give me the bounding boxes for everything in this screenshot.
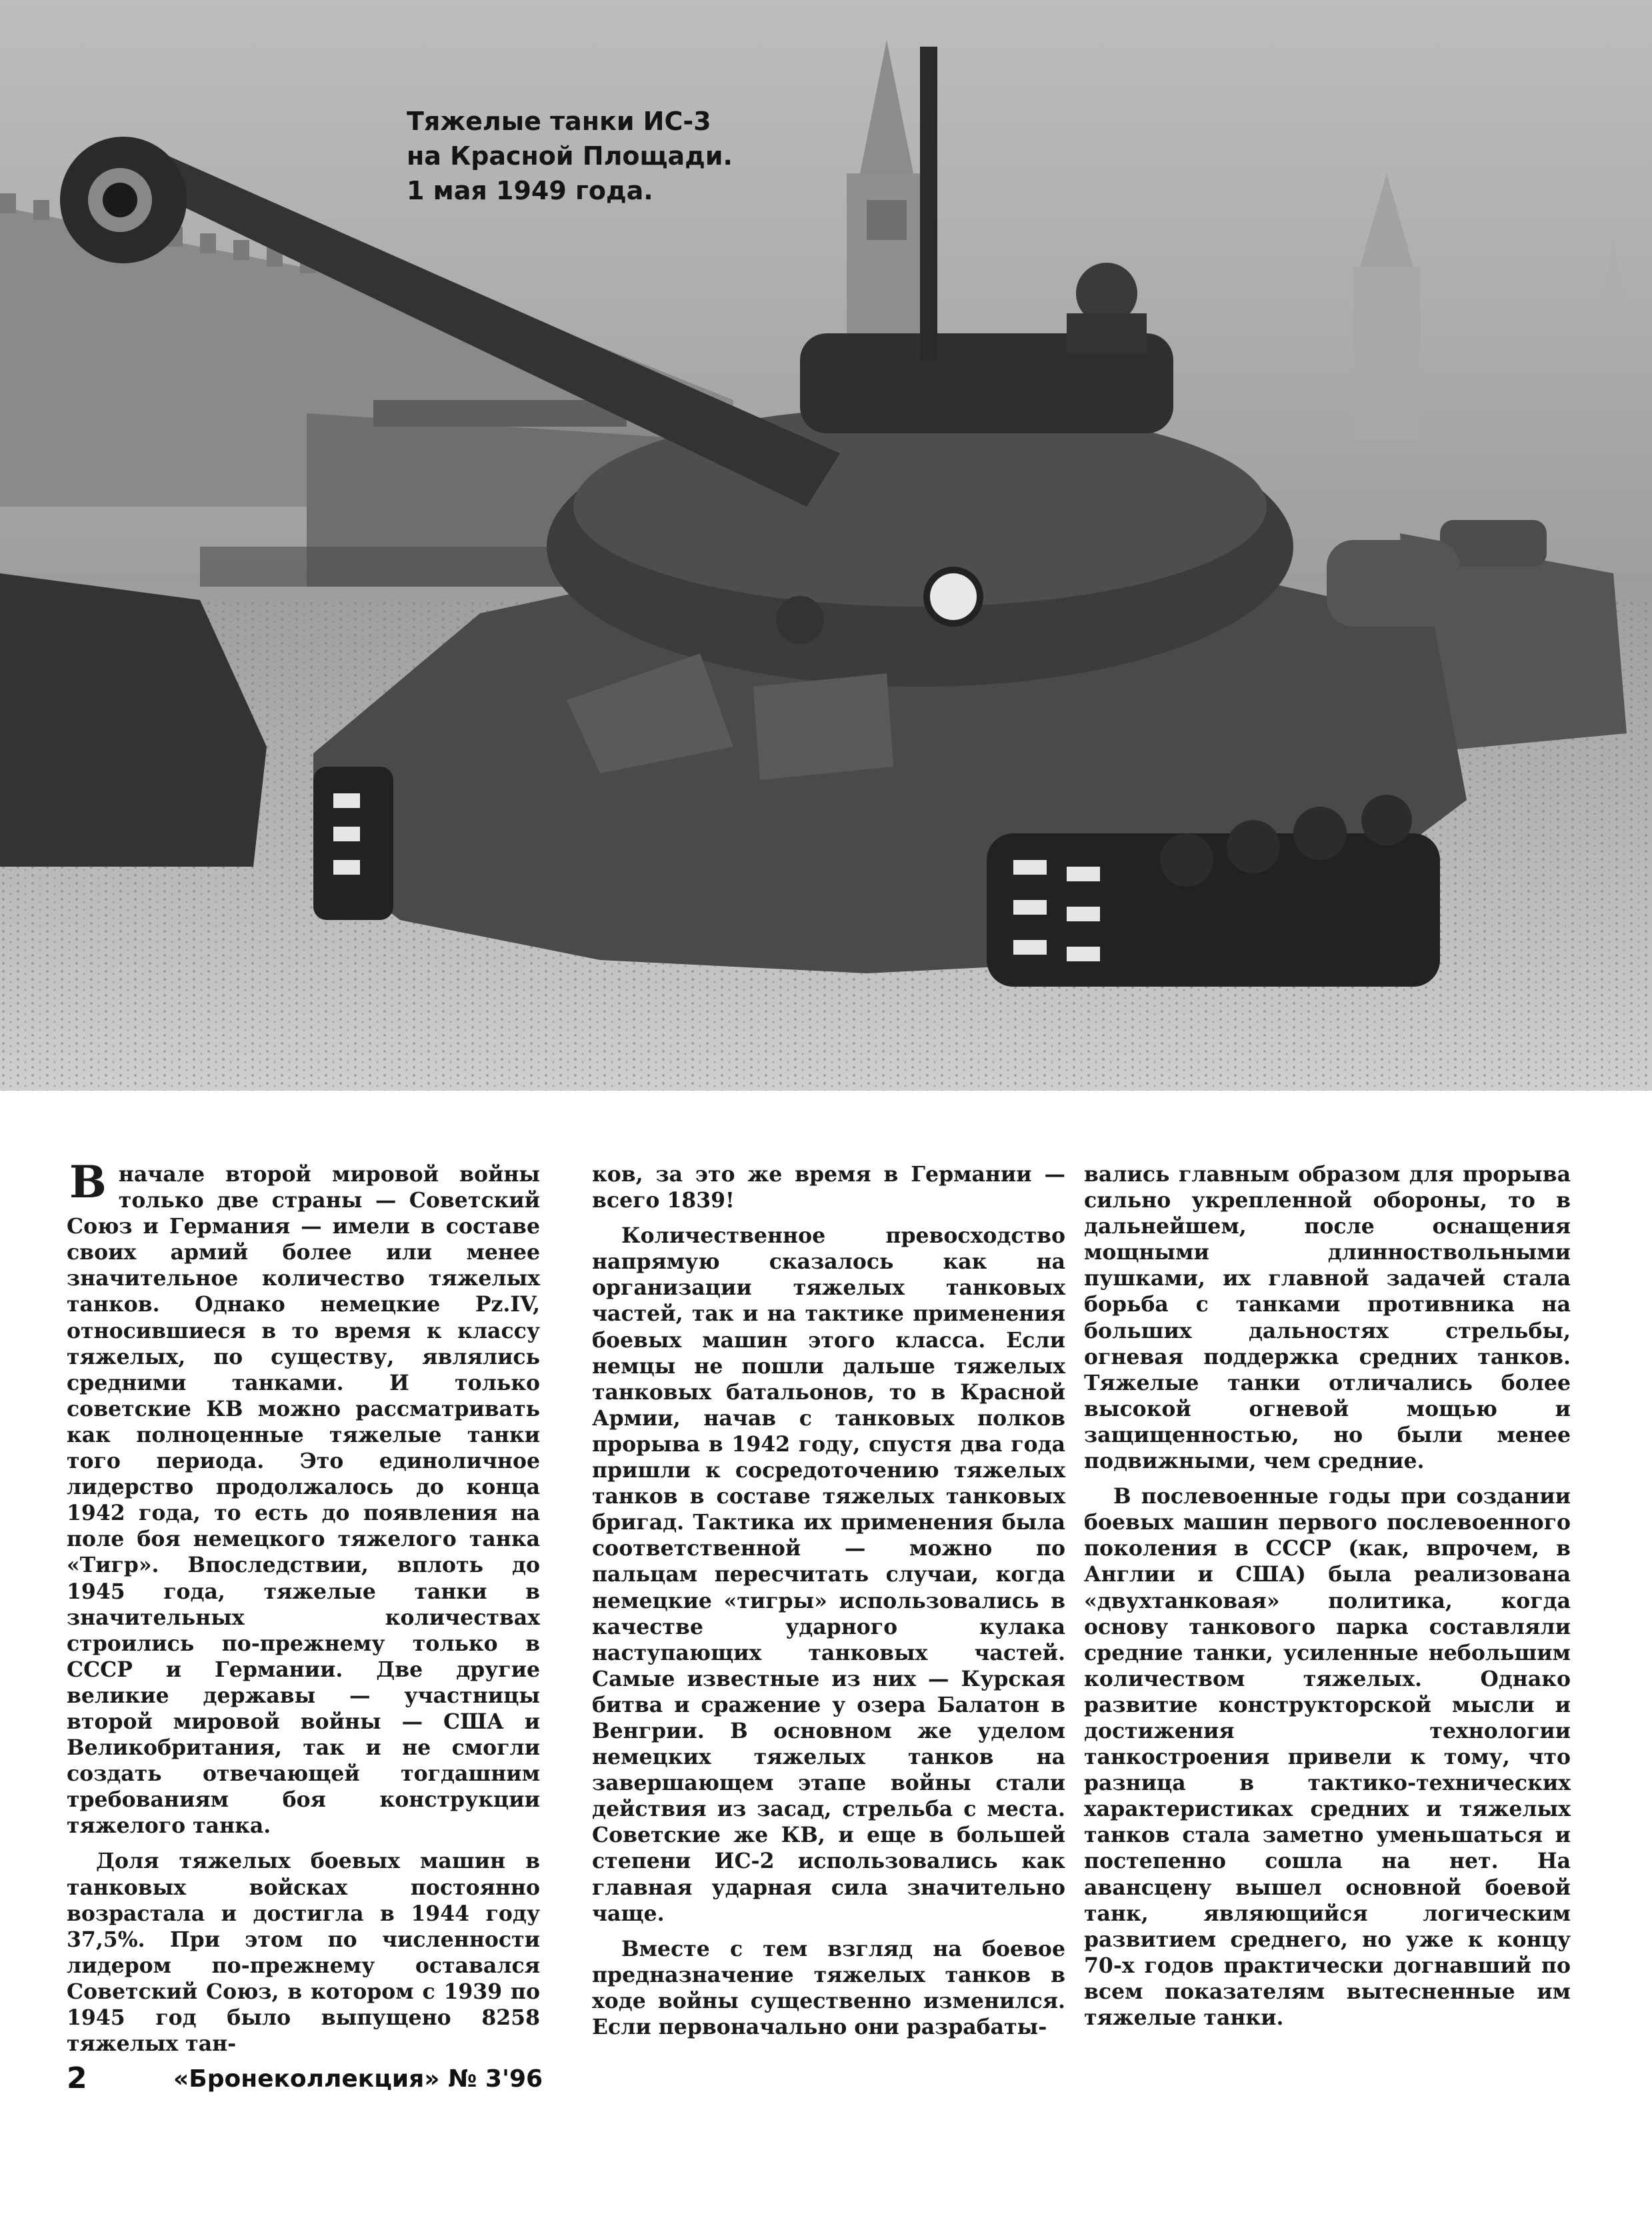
- magazine-title: «Бронеколлекция» № 3'96: [173, 2065, 543, 2093]
- tank-parade-photo: [0, 0, 1652, 1091]
- paragraph: Вместе с тем взгляд на боевое предназначение тяжелых танков в ходе войны существенно изменился. Если первоначально они разрабаты-: [592, 1936, 1065, 2039]
- page-number: 2: [67, 2061, 87, 2095]
- article-column-3: [1084, 1161, 1571, 2031]
- photo-caption: [407, 104, 820, 208]
- article-column-2: [592, 1161, 1065, 2040]
- caption-line-1: Тяжелые танки ИС-3: [407, 107, 711, 136]
- paragraph: [67, 1156, 540, 1839]
- caption-line-3: 1 мая 1949 года.: [407, 176, 653, 205]
- paragraph-text: начале второй мировой войны только две страны — Советский Союз и Германия — имели в составе своих армий более или менее значительное количество тяжелых танков. Однако немецкие Pz.IV, относившиеся в то время к классу тяжелых, по существу, являлись средними танками. И только советские КВ можно рассматривать как полноценные тяжелые танки того периода. Это единоличное лидерство продолжалось до конца 1942 года, то есть до появления на поле боя немецкого тяжелого танка «Тигр». Впоследствии, вплоть до 1945 года, тяжелые танки в значительных количествах строились по-прежнему только в СССР и Германии. Две другие великие державы — участницы второй мировой войны — США и Великобритания, так и не смогли создать отвечающей тогдашним требованиям боя конструкции тяжелого танка.: [67, 1162, 540, 1839]
- paragraph: ков, за это же время в Германии — всего 1839!: [592, 1162, 1065, 1213]
- paragraph: В послевоенные годы при создании боевых машин первого послевоенного поколения в СССР (как, впрочем, в Англии и США) была реализована «двухтанковая» политика, когда основу танкового парка составляли средние танки, усиленные небольшим количеством тяжелых. Однако развитие конструкторской мысли и достижения технологии танкостроения привели к тому, что разница в тактико-технических характеристиках средних и тяжелых танков стала заметно уменьшаться и постепенно сошла на нет. На авансцену вышел основной боевой танк, являющийся логическим развитием среднего, но уже к концу 70-х годов практически догнавший по всем показателям вытесненные им тяжелые танки.: [1084, 1484, 1571, 2030]
- caption-line-2: на Красной Площади.: [407, 141, 733, 171]
- paragraph: Количественное превосходство напрямую сказалось как на организации тяжелых танковых частей, так и на тактике применения боевых машин этого класса. Если немцы не пошли дальше тяжелых танковых батальонов, то в Красной Армии, начав с танковых полков прорыва в 1942 году, спустя два года пришли к сосредоточению тяжелых танков в составе тяжелых танковых бригад. Тактика их применения была соответственной — можно по пальцам пересчитать случаи, когда немецкие «тигры» использовались в качестве ударного кулака наступающих танковых частей. Самые известные из них — Курская битва и сражение у озера Балатон в Венгрии. В основном же уделом немецких тяжелых танков на завершающем этапе войны стали действия из засад, стрельба с места. Советские же КВ, и еще в большей степени ИС-2 использовались как главная ударная сила значительно чаще.: [592, 1223, 1065, 1926]
- drop-cap: В: [69, 1156, 107, 1208]
- paragraph: вались главным образом для прорыва сильно укрепленной обороны, то в дальнейшем, после оснащения мощными длинноствольными пушками, их главной задачей стала борьба с танками противника на больших дальностях стрельбы, огневая поддержка средних танков. Тяжелые танки отличались более высокой огневой мощью и защищенностью, но были менее подвижными, чем средние.: [1084, 1162, 1571, 1474]
- photo-illustration: [0, 0, 1652, 1091]
- article-column-1: [67, 1156, 540, 2057]
- paragraph: Доля тяжелых боевых машин в танковых войсках постоянно возрастала и достигла в 1944 году 37,5%. При этом по численности лидером по-прежнему оставался Советский Союз, в котором с 1939 по 1945 год было выпущено 8258 тяжелых тан-: [67, 1849, 540, 2057]
